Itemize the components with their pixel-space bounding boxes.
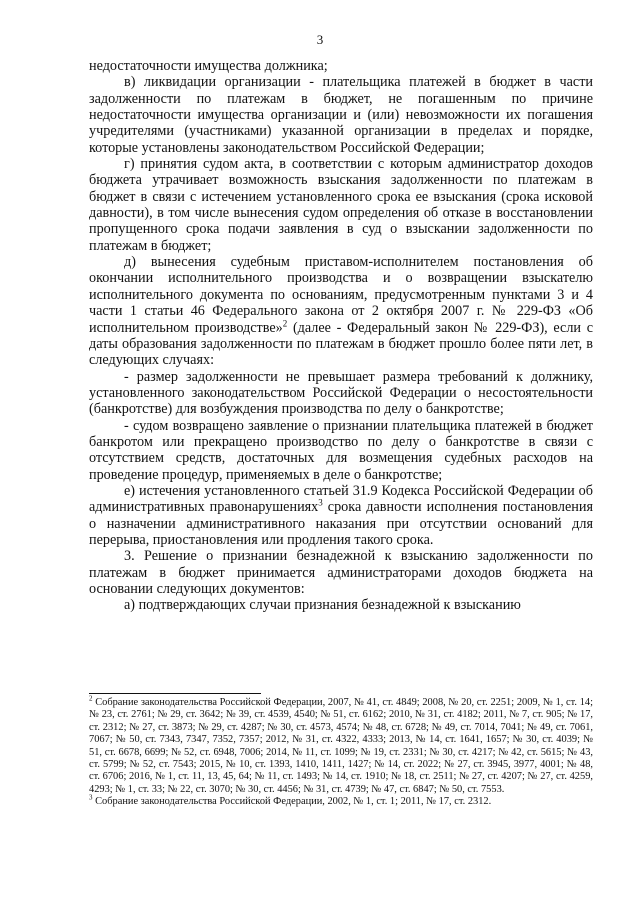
paragraph-item-v: в) ликвидации организации - плательщика платежей в бюджет в части задолженности по платежам в бюджет, не погашенным по причине недостаточности имущества организации и (или) невозможности их погашения учредителями (участниками) указанной организации в пределах и порядке, которые установлены законодательством Российской Федерации; [89,74,593,156]
paragraph-item-g: г) принятия судом акта, в соответствии с которым администратор доходов бюджета утрачивает возможность взыскания задолженности по платежам в бюджет в связи с истечением установленного срока ее взыскания (срока исковой давности), в том числе вынесения судом определения об отказе в восстановлении пропущенного срока подачи заявления в суд о взыскании задолженности по платежам в бюджет; [89,156,593,254]
paragraph-item-e [89,483,593,548]
footnote-2-mark: 2 [89,694,93,703]
paragraph-item-d-text-start: д) вынесения судебным приставом-исполнителем постановления об окончании исполнительного производства и о возвращении взыскателю исполнительного документа по основаниям, предусмотренным пунктами 3 и 4 части 1 статьи 46 Федерального закона от 2 октября 2007 г. № 229-ФЗ «Об исполнительном производстве» [89,254,593,336]
document-body [89,58,593,614]
paragraph-item-d [89,254,593,368]
paragraph-case-debt-size: - размер задолженности не превышает размера требований к должнику, установленного законодательством Российской Федерации о несостоятельности (банкротстве) для возбуждения производства по делу о банкротстве; [89,368,593,418]
footnote-3-text: Собрание законодательства Российской Федерации, 2002, № 1, ст. 1; 2011, № 17, ст. 2312. [92,796,492,808]
footnote-2-text: Собрание законодательства Российской Федерации, 2007, № 41, ст. 4849; 2008, № 20, ст. 2251; 2009, № 1, ст. 14; № 23, ст. 2761; № 29, ст. 3642; № 39, ст. 4539, 4540; № 51, ст. 6162; 2010, № 31, ст. 4182; 2011, № 7, ст. 905; № 17, ст. 2312; № 27, ст. 3873; № 29, ст. 4287; № 30, ст. 4573, 4574; № 48, ст. 6728; № 49, ст. 7014, 7041; № 49, ст. 7061, 7067; № 50, ст. 7343, 7347, 7352, 7357; 2012, № 31, ст. 4322, 4333; 2013, № 14, ст. 1641, 1657; № 30, ст. 4039; № 51, ст. 6678, 6699; № 52, ст. 6948, 7006; 2014, № 11, ст. 1099; № 19, ст. 2331; № 30, ст. 4217; № 42, ст. 5615; № 43, ст. 5799; № 52, ст. 7543; 2015, № 10, ст. 1393, 1410, 1411, 1427; № 14, ст. 2022; № 27, ст. 3945, 3977, 4001; № 48, ст. 6706; 2016, № 1, ст. 11, 13, 45, 64; № 11, ст. 1493; № 14, ст. 1910; № 18, ст. 2511; № 27, ст. 4207; № 27, ст. 4259, 4293; № 1, ст. 33; № 22, ст. 3070; № 30, ст. 4456; № 31, ст. 4739; № 47, ст. 6847; № 50, ст. 7553. [89,697,593,795]
paragraph-item-e-text-start: е) истечения установленного статьей 31.9 Кодекса Российской Федерации об административных правонарушениях [89,482,593,516]
paragraph-item-d-text-end: (далее - Федеральный закон № 229-ФЗ), если с даты образования задолженности по платежам в бюджет прошло более пяти лет, в следующих случаях: [89,319,593,369]
footnote-3-mark: 3 [89,793,93,802]
paragraph-section-3: 3. Решение о признании безнадежной к взысканию задолженности по платежам в бюджет принимается администраторами доходов бюджета на основании следующих документов: [89,548,593,597]
footnote-3 [89,793,593,808]
footnote-2 [89,694,593,796]
footnotes [89,694,593,809]
footnote-reference-3: 3 [318,497,323,508]
page-number: 3 [316,32,324,47]
paragraph-case-bankruptcy: - судом возвращено заявление о признании плательщика платежей в бюджет банкротом или прекращено производство по делу о банкротстве в связи с отсутствием средств, достаточных для возмещения судебных расходов на проведение процедур, применяемых в деле о банкротстве; [89,417,593,483]
footnote-separator [89,693,261,694]
paragraph-continuation: недостаточности имущества должника; [89,58,328,74]
paragraph-item-a: а) подтверждающих случаи признания безнадежной к взысканию [124,597,521,614]
paragraph-item-e-text-end: срока давности исполнения постановления о назначении административного наказания при отсутствии оснований для перерыва, приостановления или продления такого срока. [89,499,593,548]
footnote-reference-2: 2 [282,317,288,328]
